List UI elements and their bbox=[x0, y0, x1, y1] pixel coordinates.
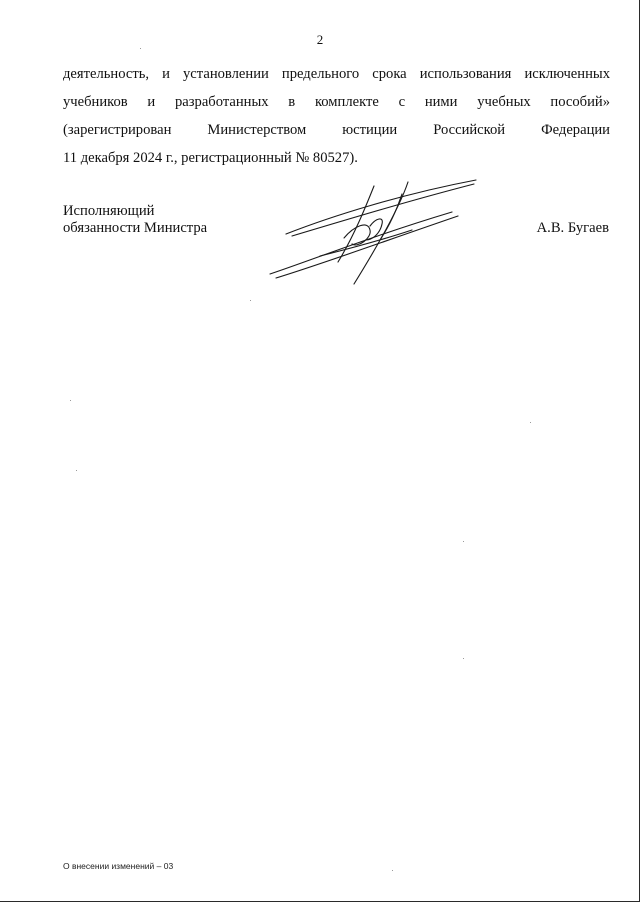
scan-speck bbox=[70, 400, 71, 401]
scan-speck bbox=[463, 541, 464, 542]
footer-note: О внесении изменений – 03 bbox=[63, 861, 174, 871]
page-number: 2 bbox=[316, 32, 324, 47]
scan-speck bbox=[530, 422, 531, 423]
scan-speck bbox=[76, 470, 77, 471]
paragraph-line: 11 декабря 2024 г., регистрационный № 80527). bbox=[63, 150, 358, 166]
signer-position bbox=[63, 203, 207, 236]
body-paragraph bbox=[63, 60, 610, 172]
scan-speck bbox=[140, 48, 141, 49]
handwritten-signature bbox=[262, 176, 482, 288]
signer-position-line: обязанности Министра bbox=[63, 219, 208, 236]
paragraph-line: (зарегистрирован Министерством юстиции Российской Федерации bbox=[63, 122, 610, 138]
signer-position-line: Исполняющий bbox=[63, 203, 155, 219]
paragraph-line: учебников и разработанных в комплекте с ними учебных пособий» bbox=[63, 94, 610, 110]
signer-name: А.В. Бугаев bbox=[536, 220, 609, 236]
scan-speck bbox=[250, 300, 251, 301]
paragraph-line: деятельность, и установлении предельного срока использования исключенных bbox=[63, 66, 610, 82]
scan-speck bbox=[463, 658, 464, 659]
scan-speck bbox=[392, 870, 393, 871]
